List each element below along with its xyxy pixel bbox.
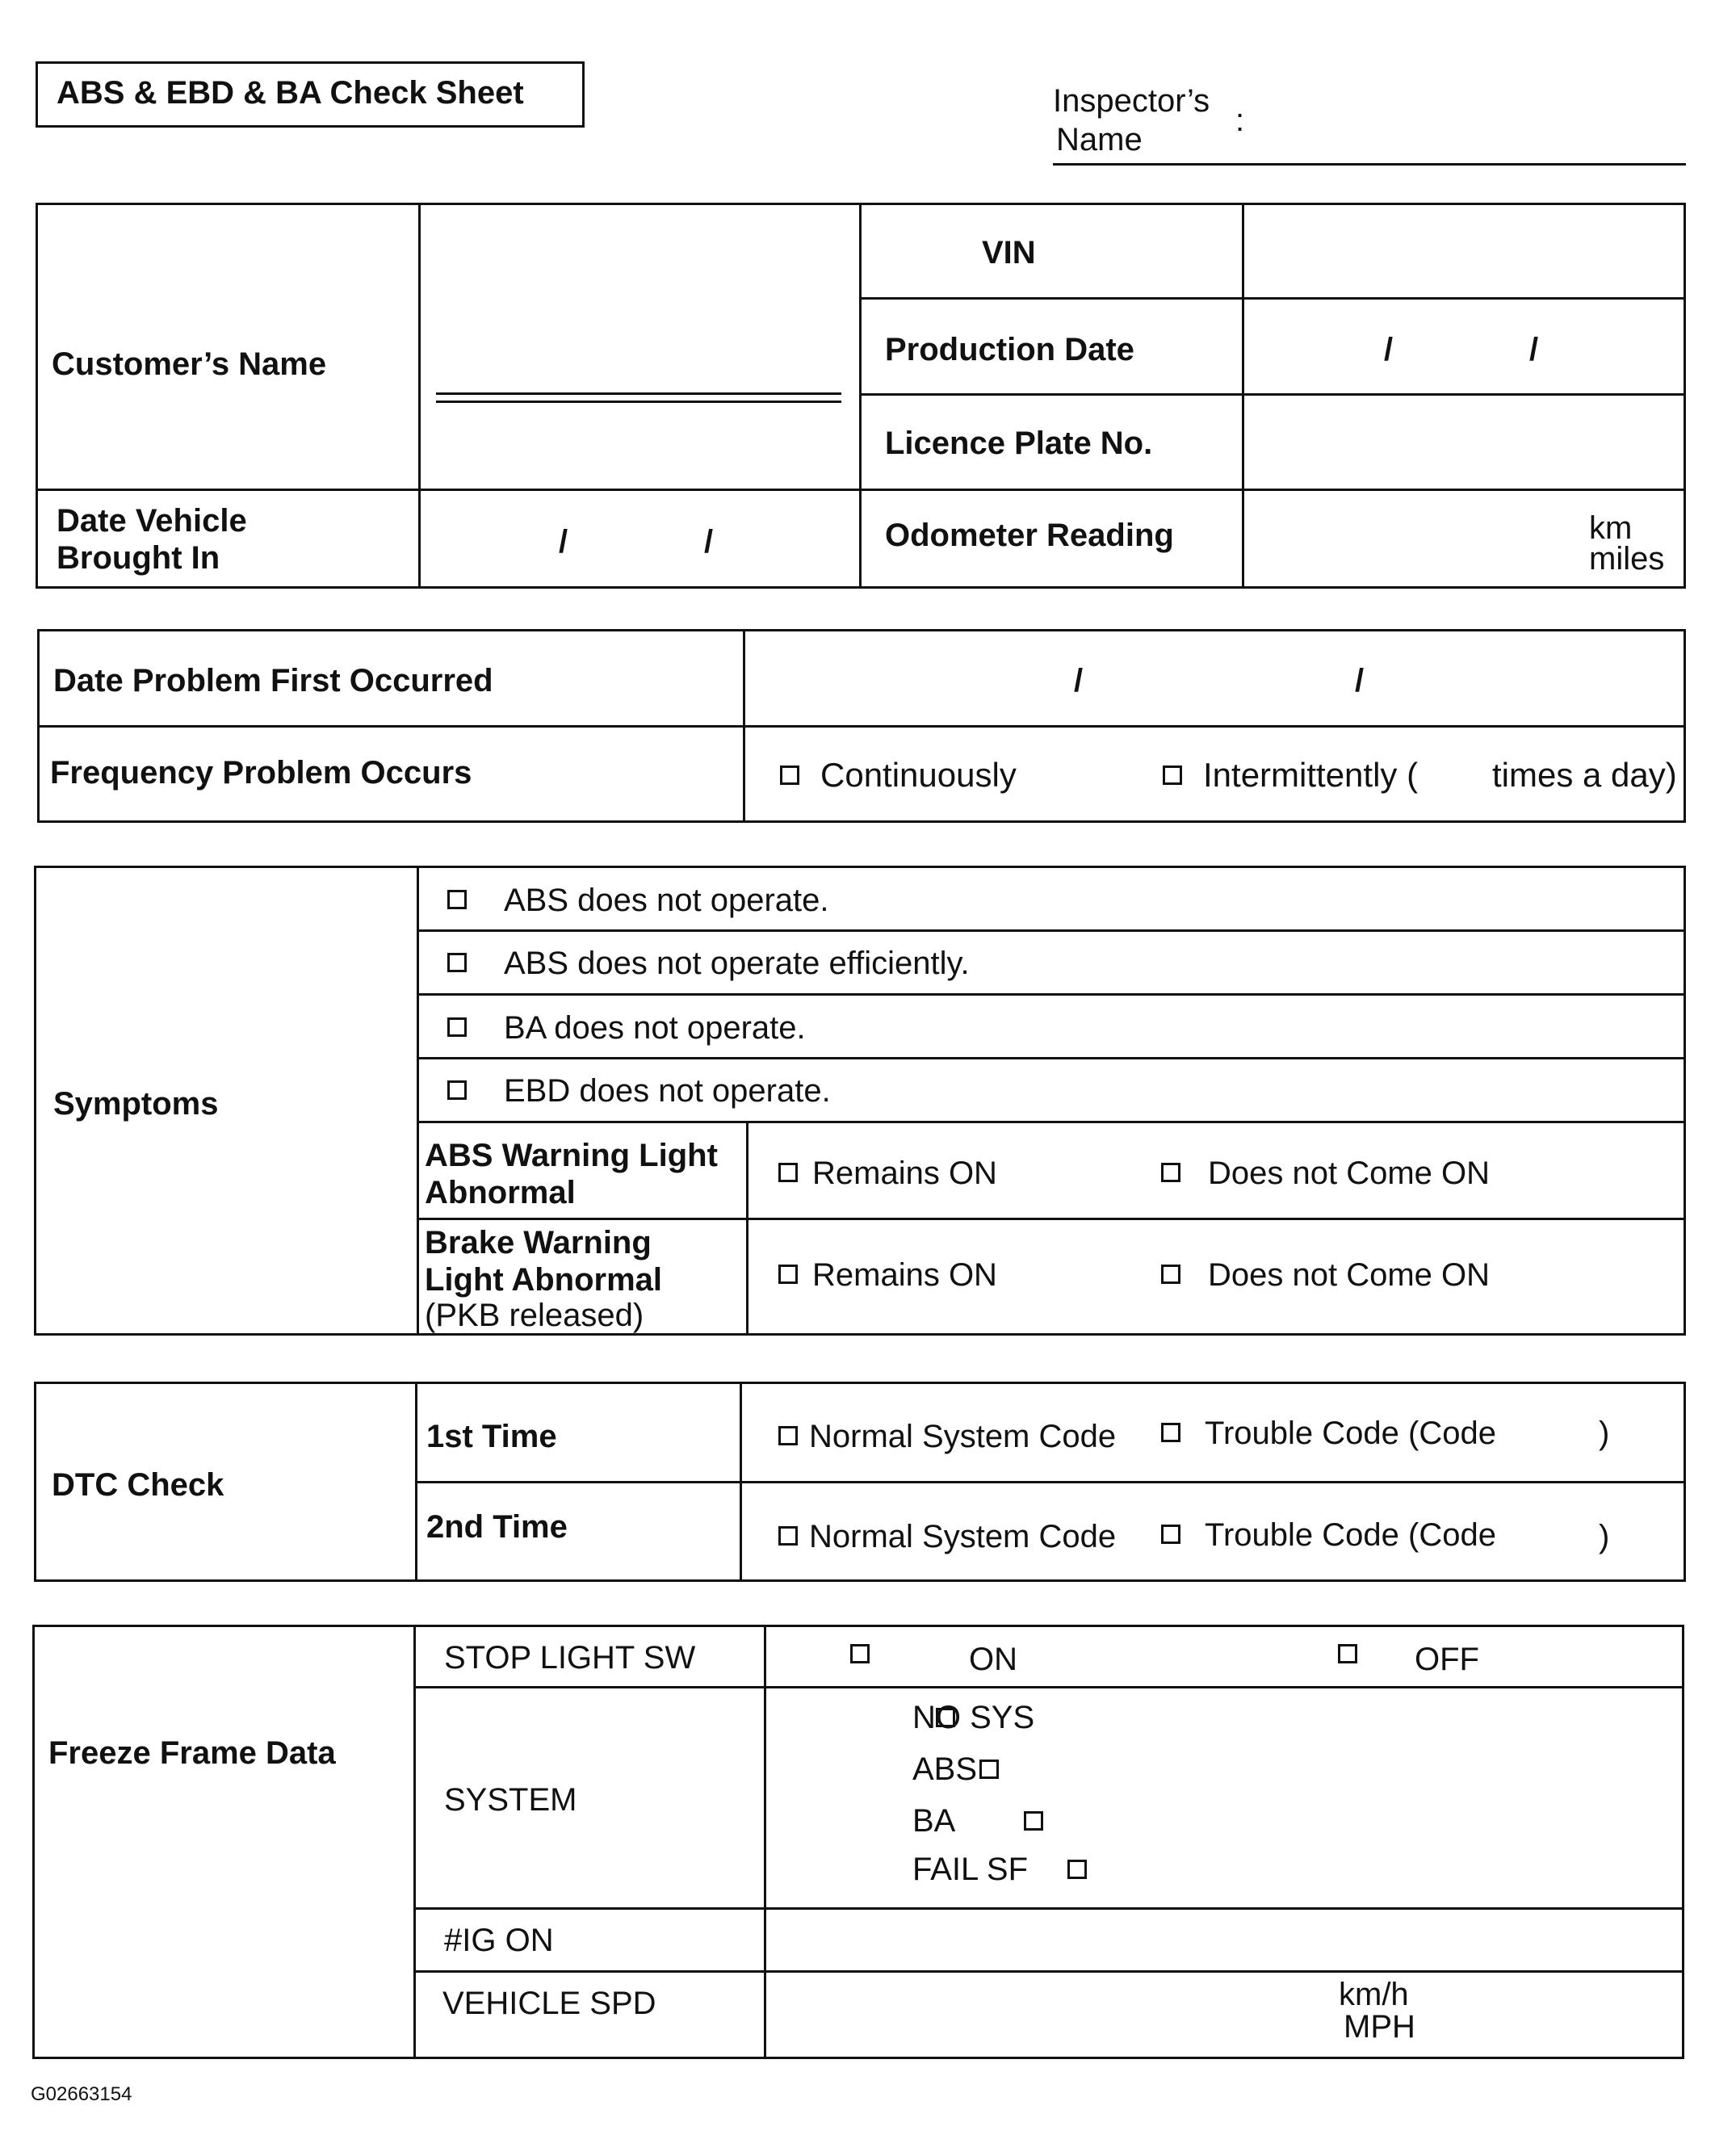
option-continuously[interactable]: Continuously: [780, 756, 1017, 795]
divider: [1242, 203, 1244, 589]
inspector-name-line[interactable]: [1053, 163, 1686, 166]
divider: [859, 297, 1686, 300]
checkbox-brake-remains-on[interactable]: [778, 1265, 798, 1284]
divider: [417, 929, 1686, 932]
divider: [36, 489, 1686, 491]
divider: [418, 203, 421, 589]
divider: [413, 1970, 1684, 1973]
date-brought-label-line1: Date Vehicle: [57, 503, 247, 539]
symptom-item[interactable]: EBD does not operate.: [447, 1072, 831, 1109]
times-a-day-label: times a day): [1492, 756, 1677, 794]
checkbox-intermittently[interactable]: [1163, 766, 1182, 785]
stop-light-on-label: ON: [969, 1642, 1017, 1677]
dtc-second-time-label: 2nd Time: [426, 1509, 568, 1545]
system-option-ba: BA: [912, 1803, 956, 1839]
stop-light-off-label: OFF: [1415, 1642, 1479, 1677]
option-intermittently[interactable]: Intermittently (: [1163, 756, 1418, 795]
speed-unit-kmh: km/h: [1339, 1977, 1409, 2012]
divider: [417, 1218, 1686, 1220]
divider: [417, 993, 1686, 996]
inspector-label-line2: Name: [1056, 122, 1143, 157]
production-date-sep1: /: [1384, 332, 1394, 367]
divider: [413, 1907, 1684, 1910]
divider: [417, 866, 419, 1336]
date-brought-label-line2: Brought In: [57, 540, 220, 576]
dtc-1-normal-option[interactable]: Normal System Code: [778, 1418, 1116, 1455]
abs-remains-on-option[interactable]: Remains ON: [778, 1155, 997, 1192]
checkbox-brake-does-not-come-on[interactable]: [1161, 1265, 1180, 1284]
checkbox-symptom-1[interactable]: [447, 890, 467, 909]
brake-remains-on-option[interactable]: Remains ON: [778, 1256, 997, 1294]
divider: [413, 1625, 416, 2059]
ig-on-label: #IG ON: [444, 1923, 554, 1958]
divider: [859, 203, 862, 589]
checkbox-dtc-2-normal[interactable]: [778, 1526, 798, 1546]
divider: [417, 1057, 1686, 1059]
system-option-fail-sf: FAIL SF: [912, 1852, 1029, 1887]
abs-warning-label-line2: Abnormal: [425, 1175, 576, 1210]
dtc-1-close-paren: ): [1599, 1416, 1610, 1451]
inspector-colon: :: [1235, 103, 1245, 138]
first-occurred-sep1: /: [1074, 663, 1084, 698]
checkbox-abs-does-not-come-on[interactable]: [1161, 1163, 1180, 1182]
production-date-sep2: /: [1529, 332, 1539, 367]
checkbox-continuously[interactable]: [780, 766, 799, 785]
system-label: SYSTEM: [444, 1782, 577, 1818]
customer-name-line[interactable]: [436, 392, 841, 395]
odometer-unit-km: km: [1589, 510, 1633, 546]
symptom-item[interactable]: ABS does not operate.: [447, 882, 829, 919]
frequency-label: Frequency Problem Occurs: [50, 755, 472, 791]
production-date-label: Production Date: [885, 332, 1134, 367]
dtc-2-normal-option[interactable]: Normal System Code: [778, 1518, 1116, 1555]
checkbox-system-fail-sf[interactable]: [1067, 1860, 1087, 1879]
licence-plate-field[interactable]: [1247, 397, 1683, 486]
abs-does-not-come-on-option[interactable]: Does not Come ON: [1161, 1155, 1490, 1192]
divider: [37, 725, 1686, 728]
divider: [859, 393, 1686, 396]
vin-label: VIN: [982, 235, 1036, 271]
dtc-2-close-paren: ): [1599, 1519, 1610, 1554]
brake-warning-label-line2: Light Abnormal: [425, 1262, 663, 1298]
checkbox-symptom-3[interactable]: [447, 1017, 467, 1037]
checkbox-system-ba[interactable]: [1024, 1811, 1043, 1831]
page-title: ABS & EBD & BA Check Sheet: [57, 75, 524, 111]
checkbox-dtc-1-trouble[interactable]: [1161, 1423, 1180, 1442]
stop-light-sw-label: STOP LIGHT SW: [444, 1640, 696, 1676]
odometer-label: Odometer Reading: [885, 518, 1174, 553]
date-brought-sep2: /: [704, 524, 714, 560]
first-occurred-sep2: /: [1355, 663, 1365, 698]
checkbox-system-abs[interactable]: [979, 1760, 999, 1779]
ig-on-field[interactable]: [769, 1912, 1681, 1967]
checkbox-symptom-2[interactable]: [447, 953, 467, 972]
inspector-label-line1: Inspector’s: [1053, 83, 1210, 119]
brake-warning-label-line1: Brake Warning: [425, 1225, 652, 1260]
symptom-item[interactable]: ABS does not operate efficiently.: [447, 945, 970, 982]
dtc-2-trouble-option[interactable]: Trouble Code (Code: [1161, 1516, 1496, 1554]
checkbox-abs-remains-on[interactable]: [778, 1163, 798, 1182]
checkbox-dtc-1-normal[interactable]: [778, 1426, 798, 1445]
divider: [417, 1121, 1686, 1123]
brake-does-not-come-on-option[interactable]: Does not Come ON: [1161, 1256, 1490, 1294]
checkbox-dtc-2-trouble[interactable]: [1161, 1525, 1180, 1544]
symptom-item[interactable]: BA does not operate.: [447, 1009, 806, 1047]
figure-id: G02663154: [31, 2083, 132, 2105]
system-option-no-sys: NO SYS: [912, 1700, 1035, 1735]
customer-name-label: Customer’s Name: [52, 346, 327, 382]
date-brought-sep1: /: [559, 524, 568, 560]
divider: [764, 1625, 766, 2059]
divider: [746, 1121, 748, 1336]
checkbox-stop-light-off[interactable]: [1338, 1644, 1357, 1663]
brake-warning-label-line3: (PKB released): [425, 1298, 644, 1333]
divider: [413, 1686, 1684, 1688]
vin-field[interactable]: [1247, 207, 1683, 296]
freeze-frame-label: Freeze Frame Data: [48, 1735, 336, 1771]
checkbox-stop-light-on[interactable]: [850, 1644, 870, 1663]
licence-plate-label: Licence Plate No.: [885, 426, 1153, 461]
first-occurred-label: Date Problem First Occurred: [53, 663, 493, 698]
abs-warning-label-line1: ABS Warning Light: [425, 1138, 718, 1173]
dtc-first-time-label: 1st Time: [426, 1419, 557, 1454]
freeze-frame-table: [32, 1625, 1684, 2059]
system-option-abs: ABS: [912, 1751, 978, 1787]
vehicle-spd-label: VEHICLE SPD: [442, 1986, 656, 2021]
speed-unit-mph: MPH: [1344, 2009, 1415, 2045]
odometer-unit-miles: miles: [1589, 541, 1665, 577]
customer-name-line-2: [436, 401, 841, 403]
dtc-check-label: DTC Check: [52, 1467, 224, 1503]
checkbox-symptom-4[interactable]: [447, 1080, 467, 1100]
divider: [415, 1481, 1686, 1483]
symptoms-label: Symptoms: [53, 1086, 219, 1122]
dtc-1-trouble-option[interactable]: Trouble Code (Code: [1161, 1415, 1496, 1452]
